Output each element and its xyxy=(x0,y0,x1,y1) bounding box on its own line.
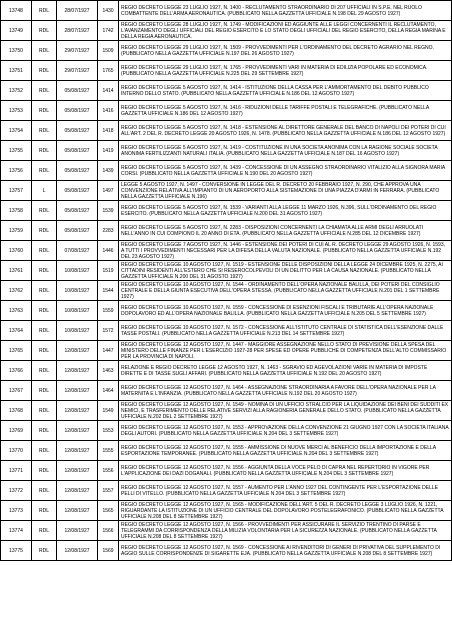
record-number-cell: 13772 xyxy=(1,481,32,501)
record-number-cell: 13763 xyxy=(1,301,32,321)
act-type-cell: RDL xyxy=(32,21,57,41)
act-date-cell: 05/08/1927 xyxy=(57,181,98,201)
table-row xyxy=(1,61,452,81)
act-date-cell: 05/08/1927 xyxy=(57,141,98,161)
act-date-cell: 10/08/1927 xyxy=(57,301,98,321)
act-type-cell: RDL xyxy=(32,161,57,181)
table-row xyxy=(1,201,452,221)
act-date-cell: 05/08/1927 xyxy=(57,221,98,241)
act-date-cell: 10/08/1927 xyxy=(57,261,98,281)
act-description-cell: REGIO DECRETO LEGGE 10 AGOSTO 1927, N. 1544 - ORDINAMENTO DELL'OPERA NAZIONALE BALILLA, DEI POTERI DEL CONSIGLIO CENTRALE E DELLA GIUNTA ESECUTIVA DELL'OPERA STESSA. (PUBBLICATO NELLA GAZZETTA UFFICIALE N.201 DEL 1 SETTEMBRE 1927) xyxy=(119,281,452,301)
act-code-cell: 1414 xyxy=(98,81,119,101)
table-row xyxy=(1,301,452,321)
act-type-cell: RDL xyxy=(32,61,57,81)
act-description-cell: REGIO DECRETO LEGGE 29 LUGLIO 1927, N. 1509 - PROVVEDIMENTI PER L'ORDINAMENTO DEL DECRETO AGRARIO NEL REGNO. (PUBBLICATO NELLA GAZZETTA UFFICIALE N.197 DEL 26 AGOSTO 1927) xyxy=(119,41,452,61)
act-code-cell: 1544 xyxy=(98,281,119,301)
act-description-cell: REGIO DECRETO LEGGE 5 AGOSTO 1927, N. 1416 - RIDUZIONI DELLE TARIFFE POSTALI E TELEGRAFICHE. (PUBBLICATO NELLA GAZZETTA UFFICIALE N.186 DEL 12 AGOSTO 1927) xyxy=(119,101,452,121)
record-number-cell: 13766 xyxy=(1,361,32,381)
record-number-cell: 13768 xyxy=(1,401,32,421)
table-row xyxy=(1,101,452,121)
table-row xyxy=(1,141,452,161)
act-date-cell: 12/08/1927 xyxy=(57,481,98,501)
records-table-body xyxy=(1,1,452,561)
table-row xyxy=(1,281,452,301)
act-code-cell: 1439 xyxy=(98,161,119,181)
act-date-cell: 05/08/1927 xyxy=(57,161,98,181)
act-date-cell: 12/08/1927 xyxy=(57,541,98,561)
table-row xyxy=(1,261,452,281)
act-date-cell: 12/08/1927 xyxy=(57,501,98,521)
record-number-cell: 13755 xyxy=(1,141,32,161)
act-description-cell: REGIO DECRETO LEGGE 12 AGOSTO 1927, N. 1549 - NOMINA DI UN UFFICIO STRALCIO PER LA LIQUIDAZIONE DEI BENI DEI SUDDITI EX NEMICI, E TRASFERIMENTO DELLE RELATIVE SERVIZI ALLA RAGIONERIA GENERALE DELLO STATO. (PUBBLICATO NELLA GAZZETTA UFFICIALE N.202 DEL 2 SETTEMBRE 1927) xyxy=(119,401,452,421)
act-description-cell: REGIO DECRETO LEGGE 12 AGOSTO 1927, N. 1569 - CONCESSIONE AI RIVENDITORI DI GENERI DI PRIVATIVA DEL SUPPLEMENTO DI AGGIO SULLE CORRISPONDENZE DI SIGARETTE EJA. (PUBBLICATO NELLA GAZZETTA UFFICIALE N.208 DEL 8 SETTEMBRE 1927) xyxy=(119,541,452,561)
act-code-cell: 1419 xyxy=(98,141,119,161)
record-number-cell: 13748 xyxy=(1,1,32,21)
act-code-cell: 1447 xyxy=(98,341,119,361)
act-type-cell: L xyxy=(32,181,57,201)
act-date-cell: 28/07/1927 xyxy=(57,21,98,41)
act-type-cell: RDL xyxy=(32,441,57,461)
act-description-cell: REGIO DECRETO LEGGE 12 AGOSTO 1927, N. 1557 - AUMENTO PER L'ANNO 1927 DEL CONTINGENTE PER L'ESPORTAZIONE DELLE PELLI DI VITELLO. (PUBBLICATO NELLA GAZZETTA UFFICIALE N.204 DEL 3 SETTEMBRE 1927) xyxy=(119,481,452,501)
table-row xyxy=(1,81,452,101)
act-description-cell: REGIO DECRETO LEGGE 7 AGOSTO 1927, N. 1446 - ESTENSIONE DEI POTERI DI CUI AL R. DECRETO LEGGE 29 AGOSTO 1926, N. 1593, A TUTTI I PROVVEDIMENTI NECESSARI PER LA DIFESA DELLA VALUTA NAZIONALE. (PUBBLICATO NELLA GAZZETTA UFFICIALE N.192 DEL 23 AGOSTO 1927) xyxy=(119,241,452,261)
table-row xyxy=(1,181,452,201)
record-number-cell: 13765 xyxy=(1,341,32,361)
table-row xyxy=(1,441,452,461)
act-code-cell: 1416 xyxy=(98,101,119,121)
act-description-cell: REGIO DECRETO LEGGE 10 AGOSTO 1927, N. 1559 - CONCESSIONE DI ESENZIONI FISCALI E TRIBUTARIE ALL'OPERA NAZIONALE DOPOLAVORO ED ALL'OPERA NAZIONALE BALILLA. (PUBBLICATO NELLA GAZZETTA UFFICIALE N.205 DEL 5 SETTEMBRE 1927) xyxy=(119,301,452,321)
act-description-cell: REGIO DECRETO LEGGE 12 AGOSTO 1927, N. 1447 - MAGGIORE ASSEGNAZIONE NELLO STATO DI PREVISIONE DELLA SPESA DEL MINISTERO DELLE FINANZE PER L'ESERCIZIO 1927-28 PER SPESE ED OPERE PUBBLICHE DI COMPETENZA DELL'ALTO COMMISSARIO PER LA PROVINCIA DI NAPOLI. xyxy=(119,341,452,361)
table-row xyxy=(1,521,452,541)
act-code-cell: 2283 xyxy=(98,221,119,241)
table-row xyxy=(1,1,452,21)
table-row xyxy=(1,461,452,481)
act-type-cell: RDL xyxy=(32,501,57,521)
table-row xyxy=(1,501,452,521)
table-row xyxy=(1,321,452,341)
record-number-cell: 13756 xyxy=(1,161,32,181)
record-number-cell: 13769 xyxy=(1,421,32,441)
table-row xyxy=(1,161,452,181)
act-type-cell: RDL xyxy=(32,261,57,281)
act-date-cell: 12/08/1927 xyxy=(57,421,98,441)
act-code-cell: 1557 xyxy=(98,481,119,501)
act-date-cell: 12/08/1927 xyxy=(57,401,98,421)
table-row xyxy=(1,241,452,261)
act-description-cell: REGIO DECRETO LEGGE 10 AGOSTO 1927, N. 1519 - ESTENSIONE DELLE DISPOSIZIONI DELLA LEGGE 24 DICEMBRE 1925, N. 2275, AI CITTADINI RESIDENTI ALL'ESTERO CHE SI RESEROCOLPEVOLI DI UN DELITTO PER LA CAUSA NAZIONALE. (PUBBLICATO NELLA GAZZETTA UFFICIALE N.200 DEL 31 AGOSTO 1927) xyxy=(119,261,452,281)
record-number-cell: 13771 xyxy=(1,461,32,481)
act-date-cell: 12/08/1927 xyxy=(57,521,98,541)
act-date-cell: 12/08/1927 xyxy=(57,441,98,461)
act-type-cell: RDL xyxy=(32,421,57,441)
record-number-cell: 13767 xyxy=(1,381,32,401)
table-row xyxy=(1,361,452,381)
record-number-cell: 13751 xyxy=(1,61,32,81)
act-description-cell: REGIO DECRETO LEGGE 5 AGOSTO 1927, N. 2283 - DISPOSIZIONI CONCERNENTI LA CHIAMATA ALLE ARMI DEGLI ARRUOLATI NELL'ANNO IN CUI COMPIONO IL 20 ANNO DI ETA. (PUBBLICATO NELLA GAZZETTA UFFICIALE N.285 DEL 12 DICEMBRE 1927) xyxy=(119,221,452,241)
record-number-cell: 13758 xyxy=(1,201,32,221)
act-code-cell: 1509 xyxy=(98,41,119,61)
act-description-cell: REGIO DECRETO LEGGE 12 AGOSTO 1927, N. 1464 - ASSEGNAZIONE STRAORDINARIA A FAVORE DELL'OPERA NAZIONALE PER LA MATERNITA E L'INFANZIA. (PUBBLICATO NELLA GAZZETTA UFFICIALE N.192 DEL 20 AGOSTO 1927) xyxy=(119,381,452,401)
act-code-cell: 1418 xyxy=(98,121,119,141)
act-date-cell: 28/07/1927 xyxy=(57,1,98,21)
act-description-cell: LEGGE 5 AGOSTO 1927, N. 1497 - CONVERSIONE IN LEGGE DEL R. DECRETO 20 FEBBRAIO 1927, N. 290, CHE APPROVA UNA CONVENZIONE RELATIVA ALL'IMPIANTO DI UN AEROPORTO ALLA SISTEMAZIONE DI UNA PIAZZA D'ARMI IN FERRARA. (PUBBLICATO NELLA GAZZETTA UFFICIALE N.196) xyxy=(119,181,452,201)
act-description-cell: REGIO DECRETO LEGGE 12 AGOSTO 1927, N. 1565 - MODIFICAZIONE DELL'ART. 5 DEL R. DECRETO LEGGE 3 LUGLIO 1926, N. 1221, RIGUARDANTE LA ISTITUZIONE DI UN UFFICIO CENTRALE DEL DOPOLAVORO POSTELEGRAFONICO. (PUBBLICATO NELLA GAZZETTA UFFICIALE N.208 DEL 8 SETTEMBRE 1927) xyxy=(119,501,452,521)
record-number-cell: 13754 xyxy=(1,121,32,141)
act-code-cell: 1430 xyxy=(98,1,119,21)
table-row xyxy=(1,481,452,501)
act-type-cell: RDL xyxy=(32,241,57,261)
record-number-cell: 13762 xyxy=(1,281,32,301)
act-type-cell: RDL xyxy=(32,121,57,141)
record-number-cell: 13757 xyxy=(1,181,32,201)
act-code-cell: 1553 xyxy=(98,421,119,441)
act-code-cell: 1464 xyxy=(98,381,119,401)
act-date-cell: 05/08/1927 xyxy=(57,121,98,141)
record-number-cell: 13774 xyxy=(1,521,32,541)
act-code-cell: 1565 xyxy=(98,501,119,521)
record-number-cell: 13764 xyxy=(1,321,32,341)
table-row xyxy=(1,401,452,421)
act-description-cell: REGIO DECRETO LEGGE 10 AGOSTO 1927, N. 1572 - CONCESSIONE ALL'ISTITUTO CENTRALE DI STATISTICA DELL'ESENZIONE DALLE TASSE POSTALI. (PUBBLICATO NELLA GAZZETTA UFFICIALE N.213 DEL 14 SETTEMBRE 1927) xyxy=(119,321,452,341)
act-type-cell: RDL xyxy=(32,321,57,341)
table-row xyxy=(1,41,452,61)
act-code-cell: 1539 xyxy=(98,201,119,221)
act-type-cell: RDL xyxy=(32,201,57,221)
act-description-cell: REGIO DECRETO LEGGE 5 AGOSTO 1927, N. 1414 - ISTITUZIONE DELLA CASSA PER L'AMMORTAMENTO DEL DEBITO PUBBLICO INTERNO DELLO STATO. (PUBBLICATO NELLA GAZZETTA UFFICIALE N.186 DEL 12 AGOSTO 1927) xyxy=(119,81,452,101)
act-date-cell: 05/08/1927 xyxy=(57,201,98,221)
act-type-cell: RDL xyxy=(32,221,57,241)
act-description-cell: REGIO DECRETO LEGGE 12 AGOSTO 1927, N. 1555 - AMMISSIONE DI NUOVE MERCI AL BENEFICIO DELLA IMPORTAZIONE E DELLA ESPORTAZIONE TEMPORANEE. (PUBBLICATO NELLA GAZZETTA UFFICIALE N.204 DEL 3 SETTEMBRE 1927) xyxy=(119,441,452,461)
act-date-cell: 05/08/1927 xyxy=(57,101,98,121)
act-type-cell: RDL xyxy=(32,381,57,401)
act-description-cell: REGIO DECRETO LEGGE 12 AGOSTO 1927, N. 1566 - PROVVEDIMENTI PER ASSICURARE IL SERVIZIO TRENTINO DI PARSE E TELEGRAMMI DA CORRISPONDENZA DELLA MILIZIA VOLONTARIA PER LA SICUREZZA NAZIONALE. (PUBBLICATO NELLA GAZZETTA UFFICIALE N.208 DEL 8 SETTEMBRE 1927) xyxy=(119,521,452,541)
act-description-cell: REGIO DECRETO LEGGE 12 AGOSTO 1927, N. 1553 - APPROVAZIONE DELLA CONVENZIONE 21 GIUGNO 1927 CON LA SOCIETA ITALIANA DEGLI AUTORI. (PUBBLICATO NELLA GAZZETTA UFFICIALE N.204 DEL 3 SETTEMBRE 1927) xyxy=(119,421,452,441)
table-row xyxy=(1,341,452,361)
act-date-cell: 10/08/1927 xyxy=(57,321,98,341)
table-row xyxy=(1,121,452,141)
act-type-cell: RDL xyxy=(32,481,57,501)
record-number-cell: 13773 xyxy=(1,501,32,521)
act-date-cell: 10/08/1927 xyxy=(57,281,98,301)
act-date-cell: 12/08/1927 xyxy=(57,361,98,381)
act-code-cell: 1446 xyxy=(98,241,119,261)
act-description-cell: RELAZIONE E REGIO DECRETO LEGGE 12 AGOSTO 1927, N. 1463 - SGRAVIO ED AGEVOLAZIONI VARIE IN MATERIA DI IMPOSTE DIRETTE E DI TASSE SUGLI AFFARI. (PUBBLICATO NELLA GAZZETTA UFFICIALE N.192 DEL 20 AGOSTO 1927) xyxy=(119,361,452,381)
act-type-cell: RDL xyxy=(32,1,57,21)
act-date-cell: 07/08/1927 xyxy=(57,241,98,261)
act-type-cell: RDL xyxy=(32,401,57,421)
act-type-cell: RDL xyxy=(32,361,57,381)
table-row xyxy=(1,21,452,41)
act-code-cell: 1497 xyxy=(98,181,119,201)
act-date-cell: 29/07/1927 xyxy=(57,41,98,61)
record-number-cell: 13749 xyxy=(1,21,32,41)
act-type-cell: RDL xyxy=(32,521,57,541)
act-code-cell: 1549 xyxy=(98,401,119,421)
record-number-cell: 13770 xyxy=(1,441,32,461)
record-number-cell: 13759 xyxy=(1,221,32,241)
table-row xyxy=(1,381,452,401)
record-number-cell: 13761 xyxy=(1,261,32,281)
table-row xyxy=(1,221,452,241)
act-description-cell: REGIO DECRETO LEGGE 12 AGOSTO 1927, N. 1556 - AGGIUNTA DELLA VOCE PELO DI CAPRA NEL REPERTORIO IN VIGORE PER L'APPLICAZIONE DEI DAZI DOGANALI. (PUBBLICATO NELLA GAZZETTA UFFICIALE N.204 DEL 3 SETTEMBRE 1927) xyxy=(119,461,452,481)
table-row xyxy=(1,421,452,441)
act-description-cell: REGIO DECRETO LEGGE 29 LUGLIO 1927, N. 1765 - PROVVEDIMENTI VARI IN MATERIA DI EDILIZIA POPOLARE ED ECONOMICA. (PUBBLICATO NELLA GAZZETTA UFFICIALE N.225 DEL 29 SETTEMBRE 1927) xyxy=(119,61,452,81)
table-row xyxy=(1,541,452,561)
record-number-cell: 13753 xyxy=(1,101,32,121)
act-description-cell: REGIO DECRETO LEGGE 23 LUGLIO 1927, N. 1400 - RECLUTAMENTO STRAORDINARIO DI 207 UFFICIALI IN S.P.E. NEL RUOLO COMBATTENTE DELL'ARMA AERONAUTICA. (PUBBLICATO NELLA GAZZETTA UFFICIALE N.198 DEL 29 AGOSTO 1927) xyxy=(119,1,452,21)
act-type-cell: RDL xyxy=(32,341,57,361)
act-type-cell: RDL xyxy=(32,541,57,561)
act-type-cell: RDL xyxy=(32,81,57,101)
record-number-cell: 13752 xyxy=(1,81,32,101)
act-code-cell: 1569 xyxy=(98,541,119,561)
act-code-cell: 1572 xyxy=(98,321,119,341)
act-code-cell: 1742 xyxy=(98,21,119,41)
record-number-cell: 13760 xyxy=(1,241,32,261)
act-type-cell: RDL xyxy=(32,101,57,121)
act-code-cell: 1765 xyxy=(98,61,119,81)
act-code-cell: 1519 xyxy=(98,261,119,281)
record-number-cell: 13775 xyxy=(1,541,32,561)
act-code-cell: 1463 xyxy=(98,361,119,381)
act-code-cell: 1559 xyxy=(98,301,119,321)
act-code-cell: 1555 xyxy=(98,441,119,461)
act-type-cell: RDL xyxy=(32,41,57,61)
act-code-cell: 1556 xyxy=(98,461,119,481)
act-description-cell: REGIO DECRETO LEGGE 5 AGOSTO 1927, N. 1439 - CONCESSIONE DI UN ASSEGNO STRAORDINARIO VITALIZIO ALLA SIGNORA MARIA CORSI. (PUBBLICATO NELLA GAZZETTA UFFICIALE N.190 DEL 20 AGOSTO 1927) xyxy=(119,161,452,181)
act-description-cell: REGIO DECRETO LEGGE 28 LUGLIO 1927, N. 1749 - MODIFICAZIONI ED AGGIUNTE ALLE LEGGI CONCERNENTI IL RECLUTAMENTO, L'AVANZAMENTO DEGLI UFFICIALI DEL REGIO ESERCITO E LO STATO DEGLI UFFICIALI DEL REGIO ESERCITO, DELLA REGIA MARINA E DELLA REGIA AERONAUTICA. xyxy=(119,21,452,41)
act-type-cell: RDL xyxy=(32,461,57,481)
act-date-cell: 05/08/1927 xyxy=(57,81,98,101)
act-date-cell: 12/08/1927 xyxy=(57,381,98,401)
act-type-cell: RDL xyxy=(32,301,57,321)
act-description-cell: REGIO DECRETO LEGGE 5 AGOSTO 1927, N. 1539 - VARIANTI ALLA LEGGE 11 MARZO 1926, N.396, SULL'ORDINAMENTO DEL REGIO ESERCITO. (PUBBLICATO NELLA GAZZETTA UFFICIALE N.200 DEL 31 AGOSTO 1927) xyxy=(119,201,452,221)
act-date-cell: 12/08/1927 xyxy=(57,461,98,481)
act-description-cell: REGIO DECRETO LEGGE 5 AGOSTO 1927, N. 1418 - ESTENSIONE AL DIRETTORE GENERALE DEL BANCO DI NAPOLI DEI POTERI DI CUI ALL'ART. 2 DEL R. DECRETO LEGGE 20 AGOSTO 1926, N. 1478. (PUBBLICATO NELLA GAZZETTA UFFICIALE N.186 DEL 12 AGOSTO 1927) xyxy=(119,121,452,141)
act-date-cell: 29/07/1927 xyxy=(57,61,98,81)
act-date-cell: 12/08/1927 xyxy=(57,341,98,361)
act-type-cell: RDL xyxy=(32,281,57,301)
act-description-cell: REGIO DECRETO LEGGE 5 AGOSTO 1927, N. 1419 - COSTITUZIONE IN UNA SOCIETA ANONIMA CON LA RAGIONE SOCIALE SOCIETA ANONIMA FERTILIZZANTI NATURALI ITALIA. (PUBBLICATO NELLA GAZZETTA UFFICIALE N.187 DEL 16 AGOSTO 1927) xyxy=(119,141,452,161)
act-code-cell: 1566 xyxy=(98,521,119,541)
record-number-cell: 13750 xyxy=(1,41,32,61)
act-type-cell: RDL xyxy=(32,141,57,161)
